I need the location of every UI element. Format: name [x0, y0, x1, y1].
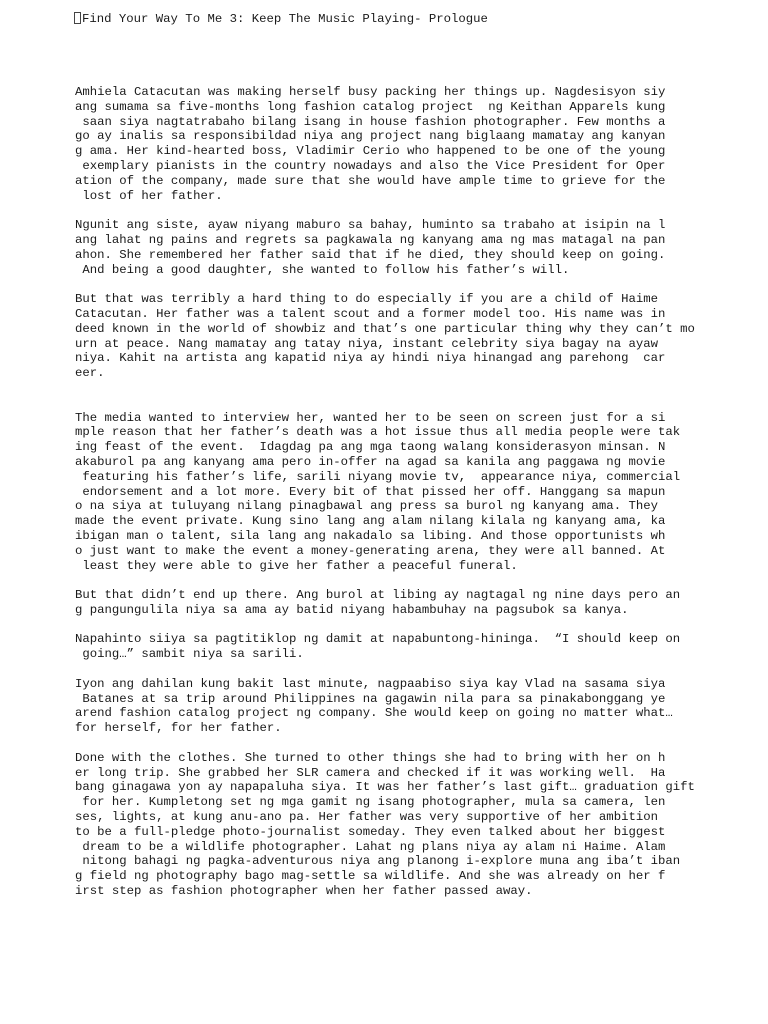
text-line: ahon. She remembered her father said that if he died, they should keep on going. [75, 247, 666, 262]
text-line: o just want to make the event a money-generating arena, they were all banned. At [75, 543, 666, 558]
text-line: bang ginagawa yon ay napapaluha siya. It was her father’s last gift… graduation gift [75, 780, 695, 795]
text-line: featuring his father’s life, sarili niyang movie tv, appearance niya, commercial [75, 469, 681, 484]
text-line: Batanes at sa trip around Philippines na gagawin nila para sa pinakabonggang ye [75, 691, 666, 706]
text-line: g pangungulila niya sa ama ay batid niyang habambuhay na pagsubok sa kanya. [75, 602, 629, 617]
text-line: eer. [75, 366, 105, 381]
text-line: ang sumama sa five-months long fashion catalog project ng Keithan Apparels kung [75, 99, 666, 114]
text-line: akaburol pa ang kanyang ama pero in-offer na agad sa kanila ang paggawa ng movie [75, 454, 666, 469]
text-line: Iyon ang dahilan kung bakit last minute, nagpaabiso siya kay Vlad na sasama siya [75, 676, 666, 691]
text-line: irst step as fashion photographer when her father passed away. [75, 884, 533, 899]
document-body [75, 85, 735, 899]
text-line: arend fashion catalog project ng company. She would keep on going no matter what… [75, 706, 673, 721]
text-line: Amhiela Catacutan was making herself busy packing her things up. Nagdesisyon siy [75, 85, 666, 99]
text-line: endorsement and a lot more. Every bit of that pissed her off. Hanggang sa mapun [75, 484, 666, 499]
text-line: dream to be a wildlife photographer. Lahat ng plans niya ay alam ni Haime. Alam [75, 839, 666, 854]
paragraph [75, 292, 735, 381]
text-line: o na siya at tuluyang nilang pinagbawal ang press sa burol ng kanyang ama. They [75, 499, 658, 514]
text-line: exemplary pianists in the country nowadays and also the Vice President for Oper [75, 158, 666, 173]
text-line: g ama. Her kind-hearted boss, Vladimir Cerio who happened to be one of the young [75, 144, 666, 159]
text-line: for her. Kumpletong set ng mga gamit ng isang photographer, mula sa camera, len [75, 795, 666, 810]
text-line: going…” sambit niya sa sarili. [75, 647, 304, 662]
text-line: Done with the clothes. She turned to other things she had to bring with her on h [75, 750, 666, 765]
text-line: er long trip. She grabbed her SLR camera and checked if it was working well. Ha [75, 765, 666, 780]
text-line: And being a good daughter, she wanted to follow his father’s will. [75, 262, 570, 277]
text-line: deed known in the world of showbiz and that’s one particular thing why they can’t mo [75, 321, 695, 336]
text-line: niya. Kahit na artista ang kapatid niya ay hindi niya hinangad ang parehong car [75, 351, 666, 366]
paragraph [75, 588, 735, 618]
document-title-text: Find Your Way To Me 3: Keep The Music Playing- Prologue [82, 12, 488, 26]
paragraph [75, 411, 735, 574]
text-line: Napahinto siiya sa pagtitiklop ng damit at napabuntong-hininga. “I should keep on [75, 632, 681, 647]
text-line: ation of the company, made sure that she would have ample time to grieve for the [75, 173, 666, 188]
paragraph [75, 751, 735, 899]
paragraph [75, 677, 735, 736]
text-line: mple reason that her father’s death was a hot issue thus all media people were tak [75, 425, 681, 440]
text-line: But that was terribly a hard thing to do especially if you are a child of Haime [75, 292, 658, 307]
text-line: ing feast of the event. Idagdag pa ang mga taong walang konsiderasyon minsan. N [75, 440, 666, 455]
text-line: go ay inalis sa responsibildad niya ang project nang biglaang mamatay ang kanyan [75, 129, 666, 144]
text-line: nitong bahagi ng pagka-adventurous niya ang planong i-explore muna ang iba’t iban [75, 854, 681, 869]
text-line: ses, lights, at kung anu-ano pa. Her father was very supportive of her ambition [75, 810, 658, 825]
text-line: lost of her father. [75, 188, 223, 203]
text-line: saan siya nagtatrabaho bilang isang in house fashion photographer. Few months a [75, 114, 666, 129]
text-line: ang lahat ng pains and regrets sa pagkawala ng kanyang ama ng mas matagal na pan [75, 232, 666, 247]
text-line: Catacutan. Her father was a talent scout and a former model too. His name was in [75, 306, 666, 321]
text-line: But that didn’t end up there. Ang burol at libing ay nagtagal ng nine days pero an [75, 588, 681, 603]
text-line: for herself, for her father. [75, 721, 282, 736]
text-line: urn at peace. Nang mamatay ang tatay niya, instant celebrity siya bagay na ayaw [75, 336, 658, 351]
text-line: least they were able to give her father a peaceful funeral. [75, 558, 518, 573]
text-line: ibigan man o talent, sila lang ang nakadalo sa libing. And those opportunists wh [75, 528, 666, 543]
text-line: g field ng photography bago mag-settle sa wildlife. And she was already on her f [75, 869, 666, 884]
text-line: The media wanted to interview her, wanted her to be seen on screen just for a si [75, 410, 666, 425]
missing-glyph-icon [74, 12, 81, 24]
text-line: to be a full-pledge photo-journalist someday. They even talked about her biggest [75, 824, 666, 839]
text-line: made the event private. Kung sino lang ang alam nilang kilala ng kanyang ama, ka [75, 514, 666, 529]
paragraph [75, 85, 735, 203]
text-line: Ngunit ang siste, ayaw niyang maburo sa bahay, huminto sa trabaho at isipin na l [75, 218, 666, 233]
paragraph [75, 218, 735, 277]
document-title [74, 10, 488, 28]
paragraph [75, 632, 735, 662]
